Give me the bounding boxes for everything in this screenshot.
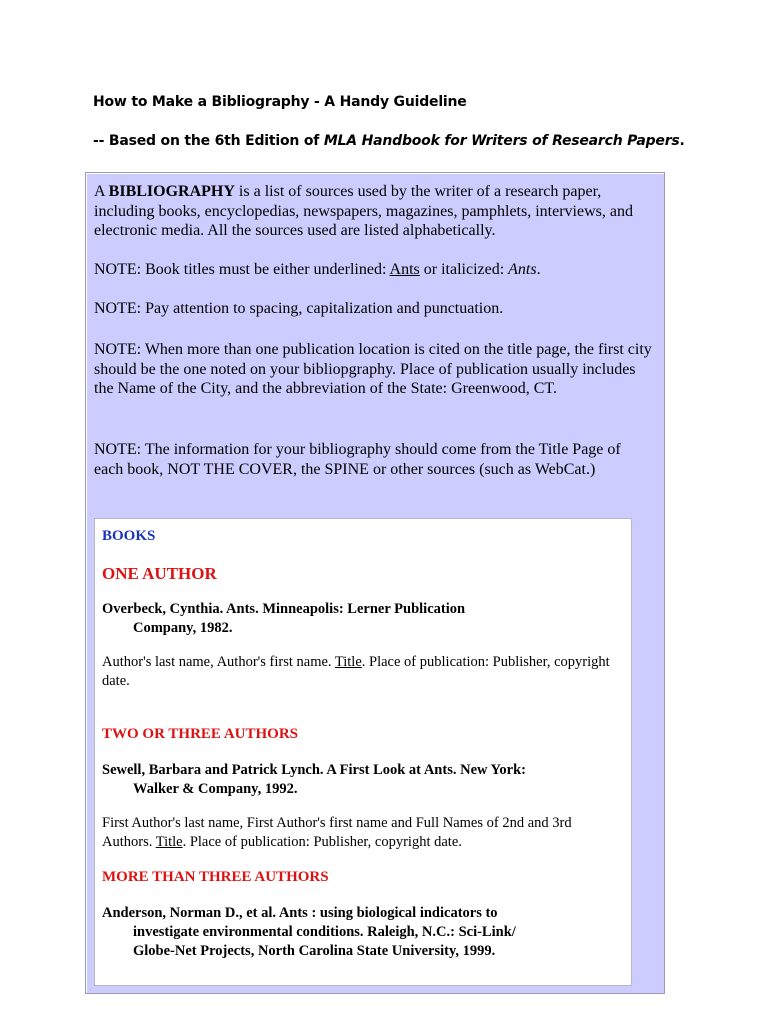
note-title-page: NOTE: The information for your bibliography should come from the Title Page of each book, NOT THE COVER, the SPINE or other sources (such as WebCat.) <box>94 441 621 478</box>
note1-end: . <box>536 261 541 278</box>
definition-article: A <box>94 183 109 200</box>
subtitle-prefix: -- Based on the 6th Edition of <box>93 133 324 149</box>
books-label: BOOKS <box>102 528 156 544</box>
page-title: How to Make a Bibliography - A Handy Guideline <box>93 94 467 110</box>
citation-line: Overbeck, Cynthia. Ants. Minneapolis: Lerner Publication <box>102 601 466 617</box>
note1-prefix: NOTE: Book titles must be either underlined: <box>94 261 390 278</box>
one-author-citation <box>102 600 622 638</box>
books-examples-box <box>94 518 632 986</box>
citation-line: Sewell, Barbara and Patrick Lynch. A First Look at Ants. New York: <box>102 762 527 778</box>
two-three-authors-format <box>102 814 622 852</box>
citation-line: investigate environmental conditions. Raleigh, N.C.: Sci-Link/ <box>133 924 516 940</box>
format-title: Title <box>334 654 362 670</box>
note-publication-location: NOTE: When more than one publication location is cited on the title page, the first city should be the one noted on your bibliopgraphy. Place of publication usually includes the Name of the City, and the abbreviation of the State: Greenwood, CT. <box>94 341 652 397</box>
note-spacing: NOTE: Pay attention to spacing, capitalization and punctuation. <box>94 300 504 317</box>
note-title-format <box>94 260 654 280</box>
citation-line: Company, 1982. <box>133 620 233 636</box>
one-author-heading: ONE AUTHOR <box>102 564 217 583</box>
citation-line: Anderson, Norman D., et al. Ants : using biological indicators to <box>102 905 498 921</box>
handbook-title: MLA Handbook for Writers of Research Papers <box>323 133 680 149</box>
format-suffix: . Place of publication: Publisher, copyright date. <box>102 654 610 689</box>
more-than-three-citation <box>102 904 622 961</box>
format-title: Title <box>155 834 183 850</box>
two-three-authors-heading: TWO OR THREE AUTHORS <box>102 726 299 742</box>
format-prefix: Author's last name, Author's first name. <box>102 654 335 670</box>
bibliography-term: BIBLIOGRAPHY <box>108 183 235 200</box>
citation-line: Globe-Net Projects, North Carolina State University, 1999. <box>133 943 496 959</box>
page-subtitle <box>93 133 685 149</box>
citation-line: Walker & Company, 1992. <box>133 781 298 797</box>
guideline-box <box>85 172 665 994</box>
definition-paragraph <box>94 182 654 241</box>
italic-example: Ants <box>508 261 537 278</box>
definition-text: is a list of sources used by the writer of a research paper, including books, encyclopedias, newspapers, magazines, pamphlets, interviews, and electronic media. All the sources used are listed alphabetically. <box>94 183 633 239</box>
note1-mid: or italicized: <box>419 261 509 278</box>
format-prefix: First Author's last name, First Author's first name and Full Names of 2nd and 3rd Authors. <box>102 815 572 850</box>
underlined-example: Ants <box>389 261 420 278</box>
two-three-authors-citation <box>102 761 622 799</box>
one-author-format <box>102 653 622 691</box>
format-suffix: . Place of publication: Publisher, copyright date. <box>182 834 462 850</box>
subtitle-suffix: . <box>679 133 685 149</box>
more-than-three-heading: MORE THAN THREE AUTHORS <box>102 869 329 885</box>
